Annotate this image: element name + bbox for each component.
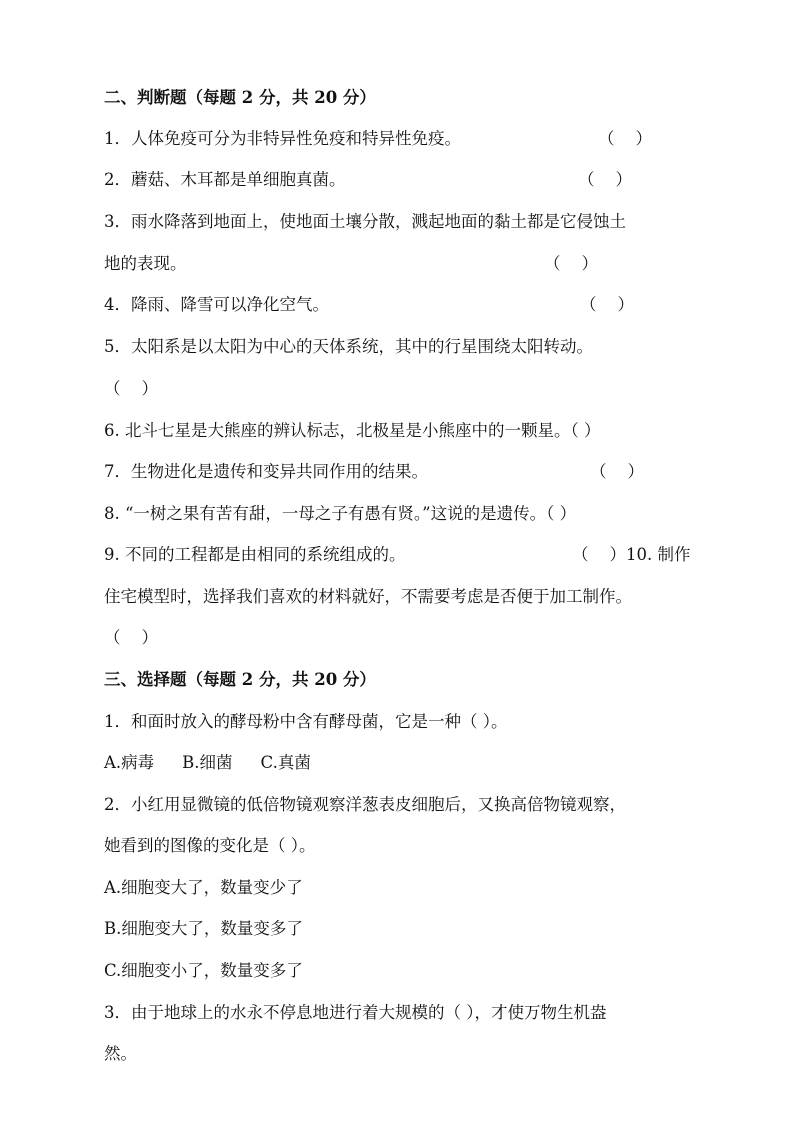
answer-blank-4: （ ） xyxy=(580,295,634,314)
choice-question-2-option-a: A.细胞变大了，数量变少了 xyxy=(104,878,303,897)
answer-blank-3: （ ） xyxy=(544,254,598,273)
judgment-question-3-line-2: 地的表现。 xyxy=(104,254,187,273)
choice-question-2-option-b: B.细胞变大了，数量变多了 xyxy=(104,919,303,938)
judgment-question-5: 5．太阳系是以太阳为中心的天体系统，其中的行星围绕太阳转动。 xyxy=(104,337,593,356)
choice-question-2-option-c: C.细胞变小了，数量变多了 xyxy=(104,961,303,980)
choice-question-1: 1．和面时放入的酵母粉中含有酵母菌，它是一种（ ）。 xyxy=(104,712,508,731)
judgment-question-8: 8. “一树之果有苦有甜，一母之子有愚有贤。”这说的是遗传。（ ） xyxy=(104,504,577,523)
answer-blank-7: （ ） xyxy=(590,462,644,481)
judgment-question-7: 7．生物进化是遗传和变异共同作用的结果。 xyxy=(104,462,428,481)
choice-question-3-line-2: 然。 xyxy=(104,1044,137,1063)
judgment-question-1: 1．人体免疫可分为非特异性免疫和特异性免疫。 xyxy=(104,129,461,148)
choice-question-2-line-2: 她看到的图像的变化是（ ）。 xyxy=(104,836,316,855)
choice-question-2-line-1: 2．小红用显微镜的低倍物镜观察洋葱表皮细胞后，又换高倍物镜观察， xyxy=(104,795,626,814)
choice-question-1-options xyxy=(104,751,704,775)
judgment-question-4: 4．降雨、降雪可以净化空气。 xyxy=(104,295,329,314)
choice-question-3-line-1: 3．由于地球上的水永不停息地进行着大规模的（ ），才使万物生机盎 xyxy=(104,1003,607,1022)
judgment-question-3-line-1: 3．雨水降落到地面上，使地面土壤分散，溅起地面的黏土都是它侵蚀土 xyxy=(104,212,626,231)
option-b: B.细菌 xyxy=(182,753,233,772)
answer-blank-9-and-question-10-start: （ ）10. 制作 xyxy=(572,545,691,564)
section-2-heading: 二、判断题（每题 2 分，共 20 分） xyxy=(104,88,376,107)
answer-blank-1: （ ） xyxy=(598,129,652,148)
option-c: C.真菌 xyxy=(260,753,311,772)
answer-blank-5: （ ） xyxy=(104,379,158,398)
judgment-question-10-line-2: 住宅模型时，选择我们喜欢的材料就好，不需要考虑是否便于加工制作。 xyxy=(104,587,632,606)
option-a: A.病毒 xyxy=(104,753,155,772)
judgment-question-9: 9. 不同的工程都是由相同的系统组成的。 xyxy=(104,545,406,564)
answer-blank-2: （ ） xyxy=(578,170,632,189)
section-3-heading: 三、选择题（每题 2 分，共 20 分） xyxy=(104,670,376,689)
judgment-question-6: 6. 北斗七星是大熊座的辨认标志，北极星是小熊座中的一颗星。（ ） xyxy=(104,421,601,440)
answer-blank-10: （ ） xyxy=(104,628,158,647)
judgment-question-2: 2．蘑菇、木耳都是单细胞真菌。 xyxy=(104,170,346,189)
